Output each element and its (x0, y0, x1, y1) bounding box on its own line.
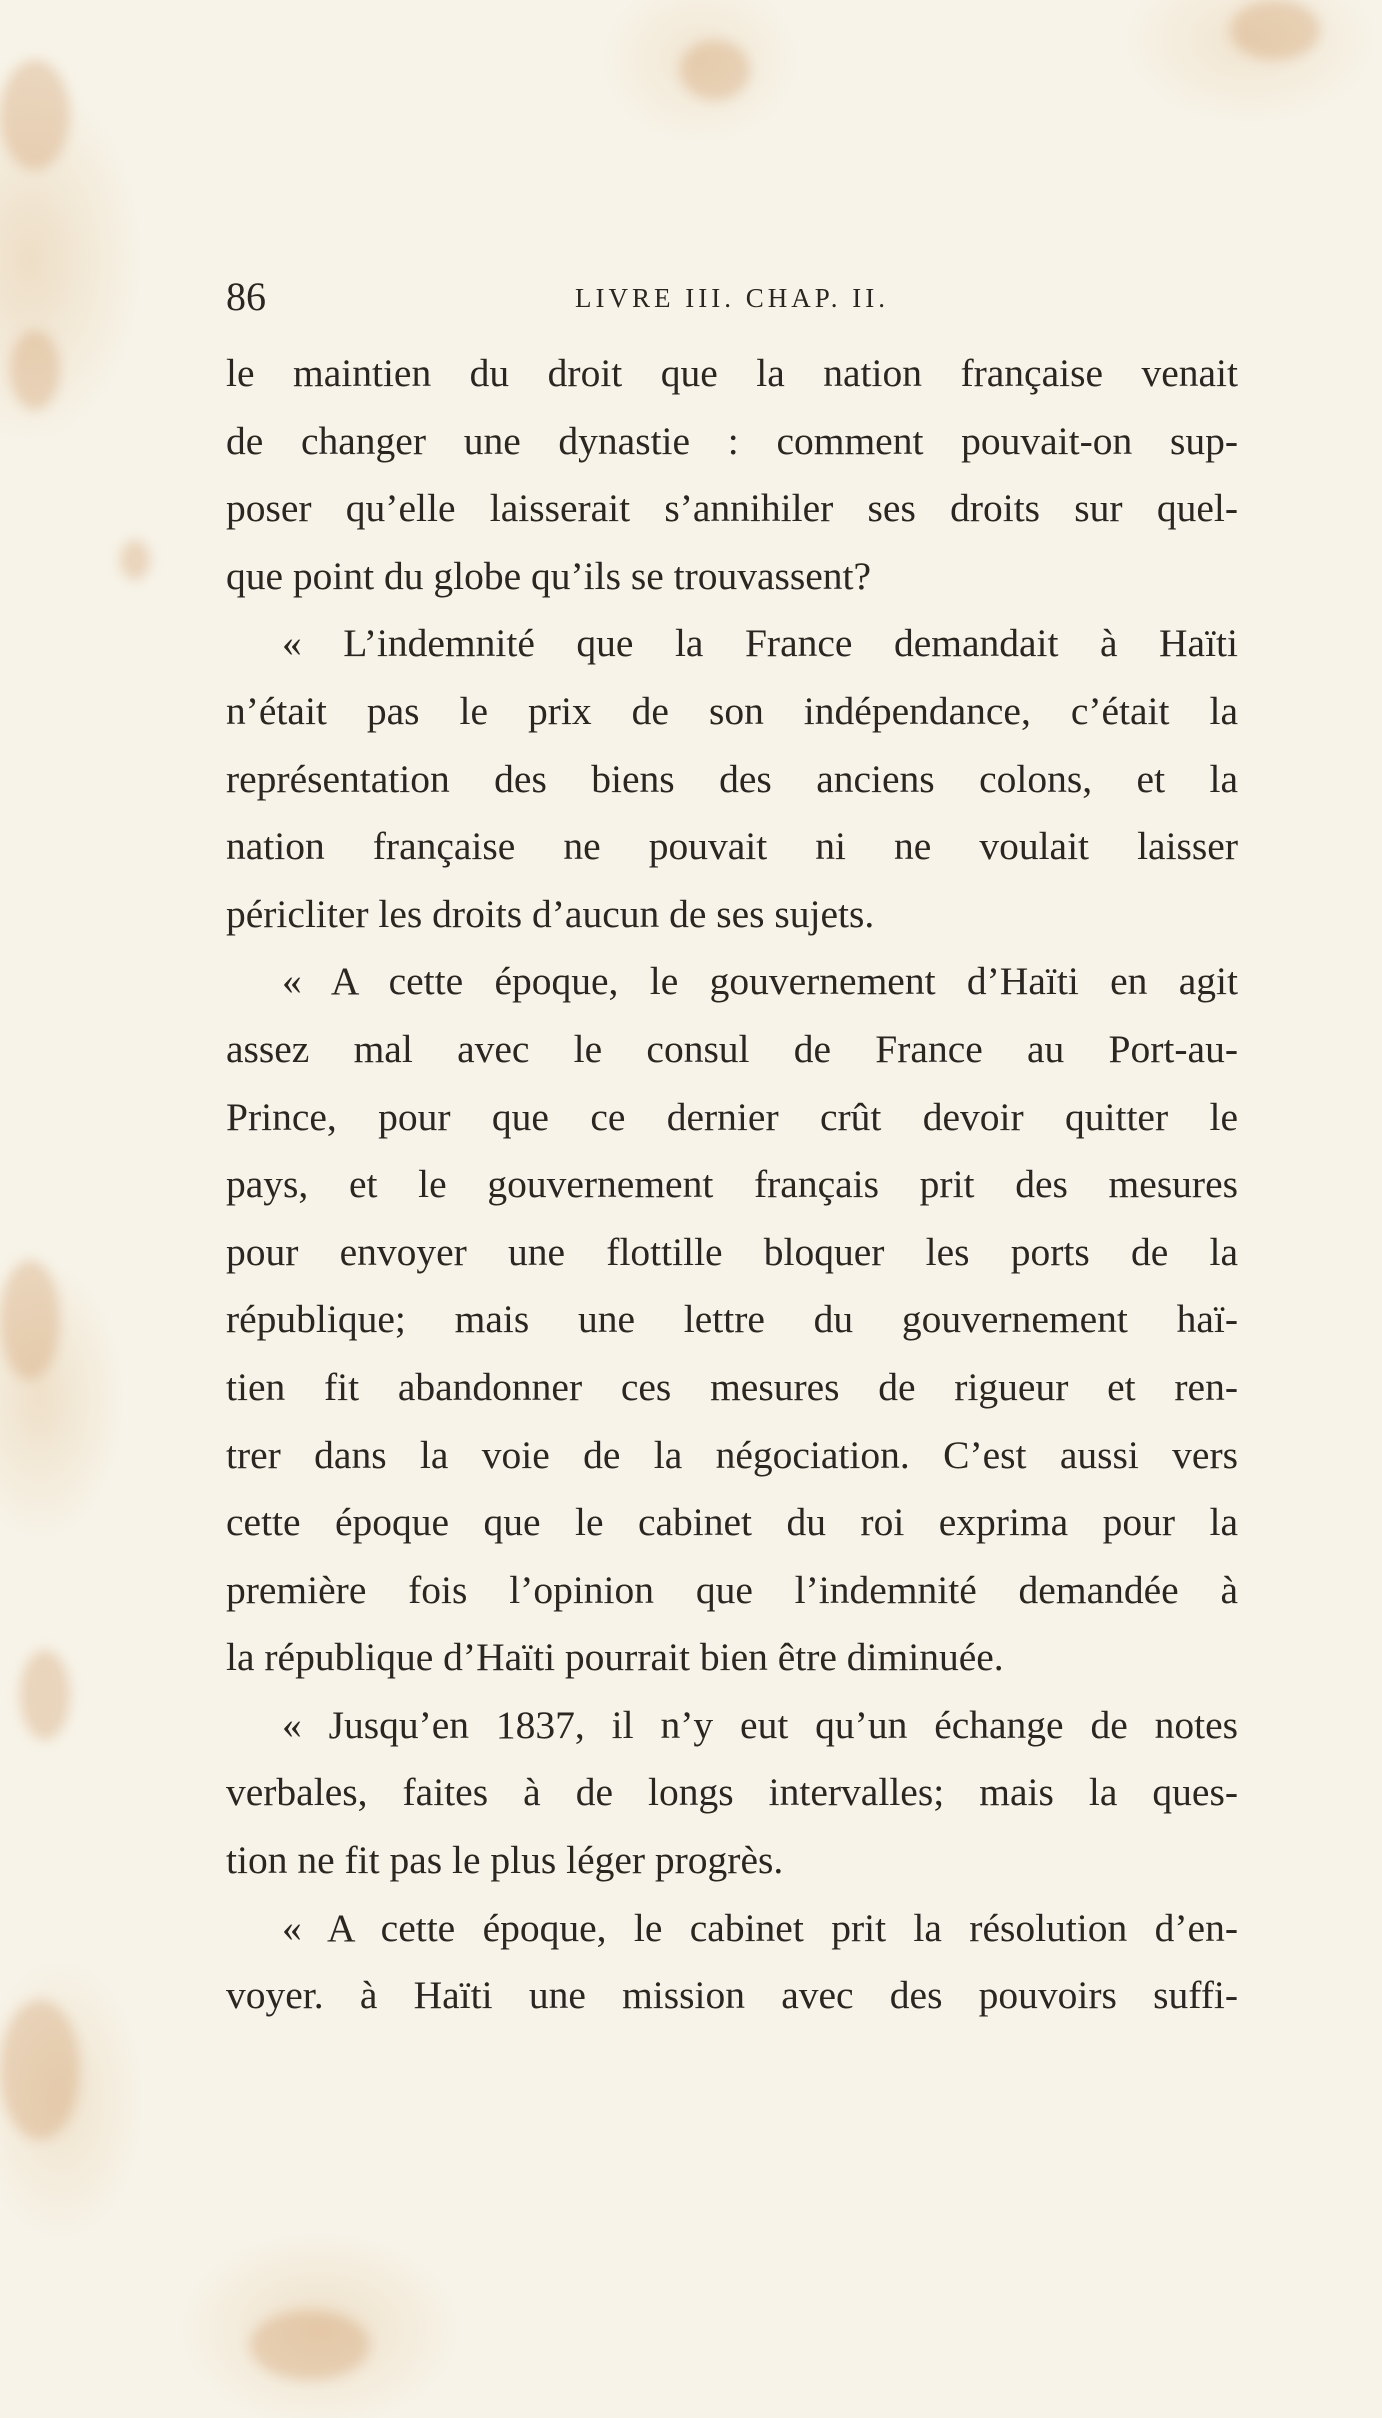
text-line: péricliter les droits d’aucun de ses sujets. (226, 891, 875, 936)
paragraph-4 (226, 1692, 1238, 1895)
paragraph-5 (226, 1895, 1238, 2030)
text-line: que point du globe qu’ils se trouvassent? (226, 553, 872, 598)
text-line: voyer. à Haïti une mission avec des pouvoirs suffi- (226, 1973, 1238, 2018)
text-line: représentation des biens des anciens colons, et la (226, 756, 1238, 801)
text-line: « A cette époque, le cabinet prit la résolution d’en- (282, 1905, 1238, 1950)
text-line: le maintien du droit que la nation française venait (226, 351, 1238, 395)
text-line: trer dans la voie de la négociation. C’est aussi vers (226, 1432, 1238, 1477)
text-line: « A cette époque, le gouvernement d’Haïti en agit (282, 959, 1238, 1004)
text-line: nation française ne pouvait ni ne voulait laisser (226, 824, 1238, 869)
text-line: « Jusqu’en 1837, il n’y eut qu’un échange de notes (282, 1702, 1238, 1747)
running-head: LIVRE III. CHAP. II. (575, 283, 889, 313)
text-line: république; mais une lettre du gouvernement haï- (226, 1297, 1238, 1342)
text-line: tion ne fit pas le plus léger progrès. (226, 1838, 784, 1883)
paragraph-3 (226, 948, 1238, 1692)
text-line: la république d’Haïti pourrait bien être diminuée. (226, 1635, 1004, 1680)
text-line: assez mal avec le consul de France au Port-au- (226, 1026, 1238, 1071)
paragraph-2 (226, 610, 1238, 948)
text-line: Prince, pour que ce dernier crût devoir quitter le (226, 1094, 1238, 1139)
text-line: première fois l’opinion que l’indemnité demandée à (226, 1567, 1238, 1612)
text-line: pays, et le gouvernement français prit des mesures (226, 1162, 1238, 1207)
text-line: verbales, faites à de longs intervalles; mais la ques- (226, 1770, 1238, 1815)
page-number: 86 (226, 274, 266, 319)
text-line: « L’indemnité que la France demandait à Haïti (282, 621, 1238, 666)
text-line: poser qu’elle laisserait s’annihiler ses droits sur quel- (226, 486, 1238, 531)
text-line: pour envoyer une flottille bloquer les ports de la (226, 1229, 1238, 1274)
text-line: cette époque que le cabinet du roi exprima pour la (226, 1500, 1238, 1545)
text-line: de changer une dynastie : comment pouvait-on sup- (226, 418, 1238, 463)
text-line: n’était pas le prix de son indépendance, c’était la (226, 688, 1238, 733)
paragraph-1 (226, 340, 1238, 610)
text-line: tien fit abandonner ces mesures de rigueur et ren- (226, 1364, 1238, 1409)
body-text (226, 340, 1238, 2030)
page-header (226, 272, 1238, 322)
